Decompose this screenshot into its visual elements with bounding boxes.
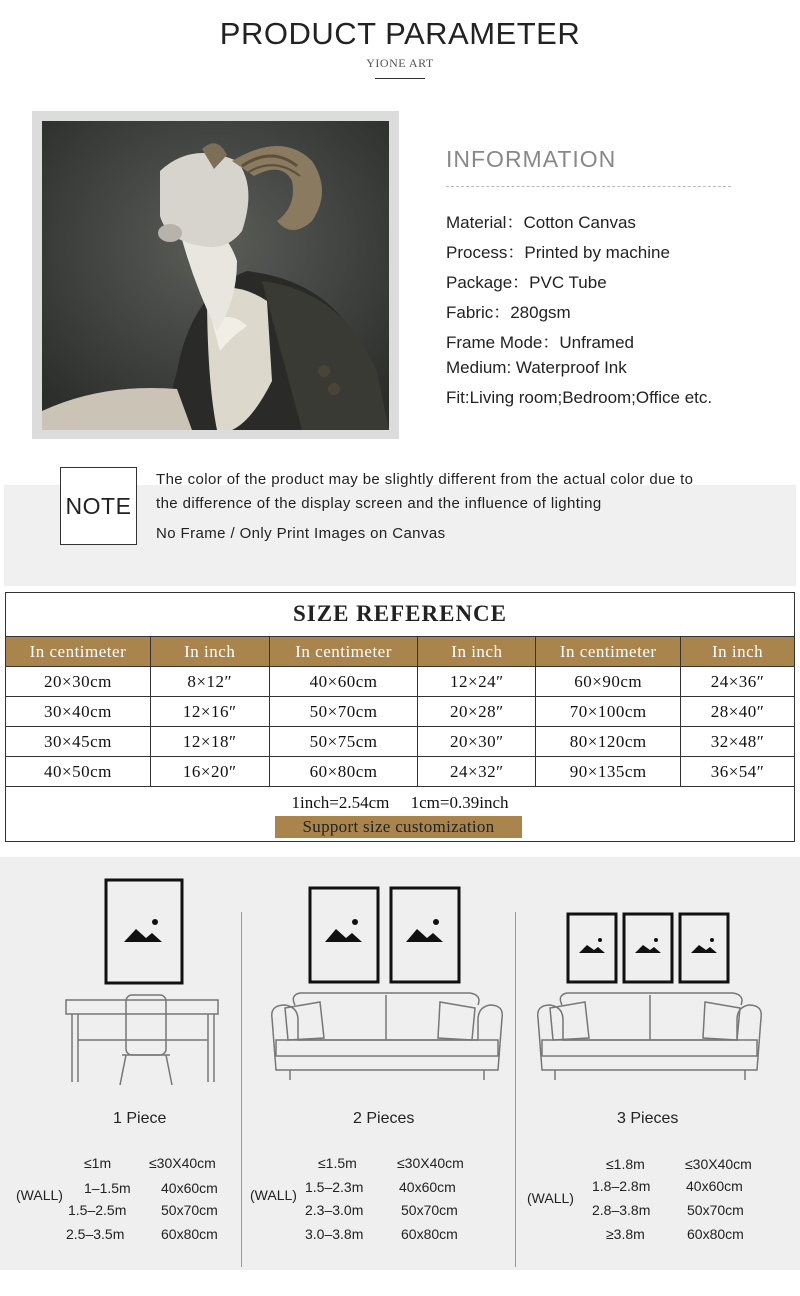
column-header: In inch	[150, 637, 269, 667]
print-size: 60x80cm	[687, 1226, 744, 1242]
size-reference-title: SIZE REFERENCE	[292, 601, 508, 626]
wall-width: ≤1.5m	[318, 1155, 357, 1171]
page-title: PRODUCT PARAMETER	[219, 16, 581, 51]
info-process: Process：Printed by machine	[446, 243, 670, 262]
column-header: In centimeter	[269, 637, 418, 667]
table-cell: 24×32″	[418, 757, 536, 787]
info-package: Package：PVC Tube	[446, 273, 607, 292]
unit-conversion: 1inch=2.54cm 1cm=0.39inch	[291, 793, 509, 812]
information-heading: INFORMATION	[446, 146, 617, 172]
wall-label: (WALL)	[527, 1190, 574, 1206]
note-line-2: the difference of the display screen and the influence of lighting	[156, 495, 602, 512]
print-size: 50x70cm	[687, 1202, 744, 1218]
print-size: ≤30X40cm	[685, 1156, 752, 1172]
info-frame-mode: Frame Mode：Unframed	[446, 333, 635, 352]
table-cell: 20×30cm	[6, 667, 151, 697]
sofa-icon	[538, 993, 762, 1080]
table-cell: 80×120cm	[536, 727, 681, 757]
table-cell: 36×54″	[681, 757, 795, 787]
table-cell: 60×90cm	[536, 667, 681, 697]
info-medium: Medium: Waterproof Ink	[446, 358, 627, 377]
note-line-1: The color of the product may be slightly different from the actual color due to	[156, 471, 694, 488]
table-cell: 8×12″	[150, 667, 269, 697]
table-cell: 12×16″	[150, 697, 269, 727]
print-size: 50x70cm	[161, 1202, 218, 1218]
wall-width: 1.5–2.3m	[305, 1179, 364, 1195]
note-line-3: No Frame / Only Print Images on Canvas	[156, 525, 446, 542]
wall-width: 2.5–3.5m	[66, 1226, 125, 1242]
column-header: In centimeter	[6, 637, 151, 667]
wall-width: 2.8–3.8m	[592, 1202, 651, 1218]
wall-width: ≤1m	[84, 1155, 112, 1171]
wall-width: ≥3.8m	[606, 1226, 645, 1242]
column-header: In inch	[681, 637, 795, 667]
print-size: 60x80cm	[161, 1226, 218, 1242]
mountain-icon	[124, 919, 717, 953]
table-cell: 16×20″	[150, 757, 269, 787]
table-cell: 20×28″	[418, 697, 536, 727]
table-cell: 32×48″	[681, 727, 795, 757]
print-size: ≤30X40cm	[149, 1155, 216, 1171]
table-cell: 50×75cm	[269, 727, 418, 757]
table-cell: 20×30″	[418, 727, 536, 757]
column-header: In inch	[418, 637, 536, 667]
table-cell: 30×40cm	[6, 697, 151, 727]
print-size: 40x60cm	[161, 1180, 218, 1196]
wall-width: ≤1.8m	[606, 1156, 645, 1172]
table-cell: 30×45cm	[6, 727, 151, 757]
one-piece-label: 1 Piece	[113, 1110, 167, 1127]
wall-label: (WALL)	[16, 1187, 63, 1203]
three-pieces-label: 3 Pieces	[617, 1110, 679, 1127]
info-material: Material：Cotton Canvas	[446, 213, 636, 232]
table-cell: 24×36″	[681, 667, 795, 697]
wall-width: 1.5–2.5m	[68, 1202, 127, 1218]
print-size: ≤30X40cm	[397, 1155, 464, 1171]
wall-width: 1–1.5m	[84, 1180, 131, 1196]
table-cell: 12×18″	[150, 727, 269, 757]
wall-label: (WALL)	[250, 1187, 297, 1203]
print-size: 40x60cm	[399, 1179, 456, 1195]
customization-badge: Support size customization	[275, 816, 522, 838]
note-label: NOTE	[60, 467, 137, 545]
print-size: 60x80cm	[401, 1226, 458, 1242]
table-cell: 60×80cm	[269, 757, 418, 787]
wall-width: 3.0–3.8m	[305, 1226, 364, 1242]
print-size: 40x60cm	[686, 1178, 743, 1194]
sofa-icon	[272, 993, 502, 1080]
wall-width: 2.3–3.0m	[305, 1202, 364, 1218]
info-fit: Fit:Living room;Bedroom;Office etc.	[446, 388, 713, 407]
table-cell: 50×70cm	[269, 697, 418, 727]
brand-subtitle: YIONE ART	[366, 56, 434, 70]
desk-icon	[66, 995, 218, 1085]
print-size: 50x70cm	[401, 1202, 458, 1218]
info-fabric: Fabric：280gsm	[446, 303, 571, 322]
table-cell: 70×100cm	[536, 697, 681, 727]
wall-width: 1.8–2.8m	[592, 1178, 651, 1194]
table-cell: 12×24″	[418, 667, 536, 697]
table-cell: 40×50cm	[6, 757, 151, 787]
table-cell: 90×135cm	[536, 757, 681, 787]
table-cell: 40×60cm	[269, 667, 418, 697]
table-cell: 28×40″	[681, 697, 795, 727]
two-pieces-label: 2 Pieces	[353, 1110, 415, 1127]
column-header: In centimeter	[536, 637, 681, 667]
